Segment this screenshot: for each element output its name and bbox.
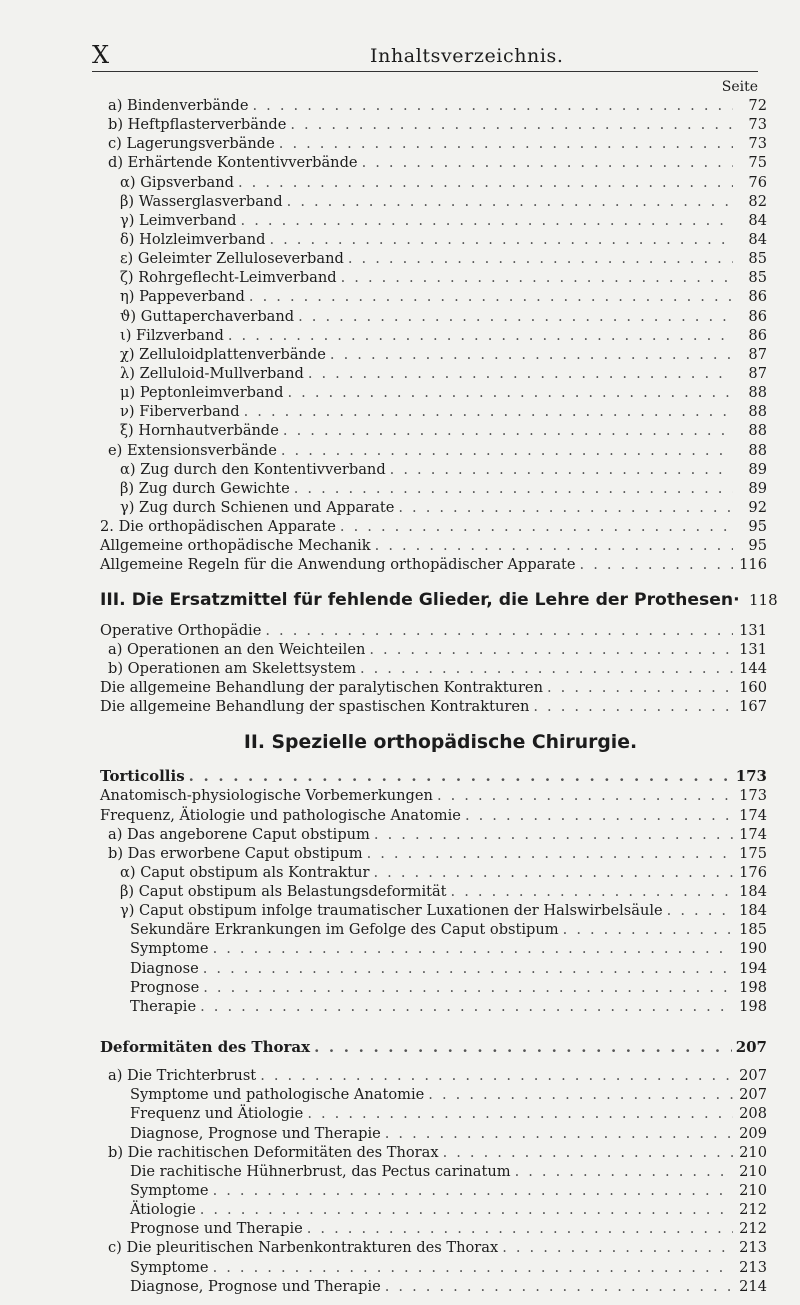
toc-entry-page-number: 198 (739, 997, 767, 1015)
toc-entry (100, 115, 767, 134)
leader-dots (385, 1277, 733, 1296)
toc-entry-page-number: 89 (748, 479, 767, 497)
leader-dots (200, 1200, 733, 1219)
toc-entry-page-number: 116 (739, 556, 767, 574)
toc-entry (100, 460, 767, 479)
toc-entry-title: Symptome und pathologische Anatomie (130, 1086, 425, 1104)
toc-entry (100, 134, 767, 153)
header-rule (92, 71, 758, 72)
leader-dots (367, 844, 733, 863)
toc-entry (100, 383, 767, 402)
leader-dots (360, 659, 733, 678)
toc-entry-title: b) Die rachitischen Deformitäten des Thorax (108, 1143, 439, 1161)
leader-dots (502, 1238, 733, 1257)
toc-entry-page-number: 86 (748, 307, 767, 325)
toc-entry-page-number: 209 (739, 1124, 767, 1142)
toc-entry-page-number: 131 (739, 640, 767, 658)
leader-dots (213, 939, 733, 958)
toc-entry (100, 498, 767, 517)
leader-dots (228, 326, 733, 345)
toc-entry (100, 1181, 767, 1200)
toc-entry-title: Ätiologie (130, 1201, 196, 1219)
leader-dots (298, 307, 733, 326)
leader-dots (443, 1143, 733, 1162)
toc-entry (100, 920, 767, 939)
toc-entry-page-number: 85 (748, 250, 767, 268)
toc-entry-title: γ) Caput obstipum infolge traumatischer Luxationen der Halswirbelsäule (120, 902, 663, 920)
leader-dots (213, 1181, 733, 1200)
toc-entry-title: Die allgemeine Behandlung der spastischen Kontrakturen (100, 698, 530, 716)
spacer (100, 612, 767, 621)
leader-dots (563, 920, 733, 939)
toc-entry-title: α) Gipsverband (120, 173, 234, 191)
leader-dots (260, 1066, 733, 1085)
toc-entry-page-number: 173 (735, 767, 767, 786)
toc-entry-page-number: 88 (748, 384, 767, 402)
toc-entry (100, 1143, 767, 1162)
toc-entry-title: c) Die pleuritischen Narbenkontrakturen des Thorax (108, 1239, 499, 1257)
toc-entry-title: Symptome (130, 940, 209, 958)
leader-dots (241, 211, 733, 230)
leader-dots (314, 1038, 732, 1057)
toc-entry-title: a) Bindenverbände (108, 97, 249, 114)
leader-dots (373, 863, 733, 882)
section-heading-special-surgery: II. Spezielle orthopädische Chirurgie. (243, 732, 638, 754)
toc-entry-title: Die allgemeine Behandlung der paralytischen Kontrakturen (100, 678, 543, 696)
toc-entry-title: Diagnose, Prognose und Therapie (130, 1124, 381, 1142)
toc-entry-page-number: 184 (739, 902, 767, 920)
toc-entry (100, 96, 767, 115)
toc-block-thorax-heading (100, 1038, 767, 1057)
toc-entry-title: Therapie (130, 997, 197, 1015)
leader-dots (667, 901, 733, 920)
toc-entry-title: a) Das angeborene Caput obstipum (108, 825, 370, 843)
toc-entry-title: α) Caput obstipum als Kontraktur (120, 863, 370, 881)
toc-entry (100, 153, 767, 172)
toc-entry (100, 621, 767, 640)
toc-entry-page-number: 88 (748, 403, 767, 421)
leader-dots (287, 192, 733, 211)
toc-entry-title: α) Zug durch den Kontentivverband (120, 460, 386, 478)
section-page-number: 118 (749, 590, 778, 609)
toc-entry-page-number: 131 (739, 621, 767, 639)
toc-entry (100, 1219, 767, 1238)
toc-entry (100, 249, 767, 268)
toc-entry-page-number: 213 (739, 1239, 767, 1257)
toc-entry (100, 1200, 767, 1219)
leader-dots (533, 697, 733, 716)
toc-entry-page-number: 86 (748, 288, 767, 306)
toc-entry-page-number: 75 (748, 154, 767, 172)
toc-entry-title: a) Die Trichterbrust (108, 1067, 257, 1085)
leader-dots (437, 786, 733, 805)
toc-entry-title: ζ) Rohrgeflecht-Leimverband (120, 269, 337, 287)
toc-entry (100, 441, 767, 460)
toc-entry-title: Frequenz und Ätiologie (130, 1105, 304, 1123)
leader-dots (287, 383, 733, 402)
section-heading-prostheses (100, 588, 778, 612)
toc-entry-title: Anatomisch-physiologische Vorbemerkungen (100, 787, 433, 805)
toc-entry-title: Diagnose, Prognose und Therapie (130, 1277, 381, 1295)
leader-dots (203, 978, 733, 997)
toc-entry-title: Diagnose (130, 959, 199, 977)
toc-entry-page-number: 144 (739, 659, 767, 677)
page-title: Inhaltsverzeichnis. (370, 45, 564, 67)
leader-dots (265, 621, 733, 640)
toc-entry-title: μ) Peptonleimverband (120, 384, 284, 402)
toc-entry-title: Prognose (130, 978, 200, 996)
toc-entry (100, 697, 767, 716)
toc-entry-title: λ) Zelluloid-Mullverband (120, 364, 304, 382)
toc-entry-title: Allgemeine orthopädische Mechanik (100, 537, 371, 555)
toc-entry-page-number: 207 (739, 1086, 767, 1104)
leader-dots (290, 115, 733, 134)
toc-entry-page-number: 185 (739, 921, 767, 939)
toc-entry-title: a) Operationen an den Weichteilen (108, 640, 366, 658)
toc-entry (100, 1258, 767, 1277)
leader-dots (269, 230, 733, 249)
leader-dots (238, 173, 733, 192)
toc-entry (100, 901, 767, 920)
leader-dots (369, 640, 733, 659)
toc-entry (100, 939, 767, 958)
toc-entry-title: β) Wasserglasverband (120, 192, 283, 210)
toc-entry (100, 1085, 767, 1104)
leader-dots (515, 1162, 733, 1181)
toc-entry-page-number: 214 (739, 1277, 767, 1295)
toc-entry-title: b) Operationen am Skelettsystem (108, 659, 356, 677)
toc-entry (100, 825, 767, 844)
toc-entry-page-number: 207 (739, 1067, 767, 1085)
toc-entry (100, 173, 767, 192)
toc-entry-title: d) Erhärtende Kontentivverbände (108, 154, 358, 172)
toc-entry (100, 287, 767, 306)
leader-dots (348, 249, 733, 268)
chapter-numeral: X (92, 41, 111, 69)
toc-block-torticollis (100, 767, 767, 1016)
toc-entry-title: Die rachitische Hühnerbrust, das Pectus carinatum (130, 1162, 511, 1180)
toc-entry-title: Torticollis (100, 767, 185, 786)
toc-entry-title: 2. Die orthopädischen Apparate (100, 518, 336, 536)
toc-entry (100, 479, 767, 498)
toc-entry (100, 844, 767, 863)
toc-entry-page-number: 184 (739, 883, 767, 901)
toc-entry-title: Sekundäre Erkrankungen im Gefolge des Caput obstipum (130, 921, 559, 939)
toc-entry-page-number: 82 (748, 192, 767, 210)
toc-entry (100, 421, 767, 440)
toc-entry-page-number: 73 (748, 135, 767, 153)
toc-entry (100, 640, 767, 659)
toc-entry (100, 863, 767, 882)
spacer (100, 1057, 767, 1066)
toc-entry (100, 345, 767, 364)
toc-entry-page-number: 213 (739, 1258, 767, 1276)
toc-block-thorax (100, 1066, 767, 1296)
toc-entry-page-number: 212 (739, 1201, 767, 1219)
running-header (92, 38, 758, 72)
toc-entry (100, 211, 767, 230)
toc-entry-title: Symptome (130, 1182, 209, 1200)
leader-dots (340, 517, 733, 536)
toc-entry-page-number: 84 (748, 230, 767, 248)
toc-entry (100, 268, 767, 287)
leader-dots (252, 96, 733, 115)
toc-entry-page-number: 92 (748, 498, 767, 516)
toc-entry (100, 192, 767, 211)
leader-dots (451, 882, 733, 901)
toc-block-operative (100, 621, 767, 717)
toc-entry (100, 806, 767, 825)
toc-entry-title: ξ) Hornhautverbände (120, 422, 279, 440)
toc-entry-page-number: 160 (739, 678, 767, 696)
leader-dots (330, 345, 733, 364)
leader-dots (283, 421, 733, 440)
leader-dots (375, 536, 733, 555)
toc-block-bandages (100, 96, 767, 575)
toc-entry (100, 307, 767, 326)
toc-entry-page-number: 86 (748, 326, 767, 344)
toc-entry-page-number: 84 (748, 211, 767, 229)
leader-dots (547, 678, 733, 697)
leader-dots (385, 1124, 733, 1143)
toc-entry-title: c) Lagerungsverbände (108, 135, 275, 153)
leader-dots (580, 555, 733, 574)
leader-dots (281, 441, 733, 460)
toc-entry-title: β) Zug durch Gewichte (120, 479, 290, 497)
toc-entry (100, 402, 767, 421)
toc-entry-page-number: 95 (748, 537, 767, 555)
toc-entry (100, 678, 767, 697)
leader-dots (428, 1085, 733, 1104)
toc-entry-page-number: 76 (748, 173, 767, 191)
toc-entry (100, 959, 767, 978)
toc-entry (100, 1066, 767, 1085)
toc-entry-page-number: 174 (739, 825, 767, 843)
leader-dots (308, 364, 733, 383)
leader-dots (279, 134, 733, 153)
toc-entry-page-number: 95 (748, 518, 767, 536)
leader-dots (294, 479, 733, 498)
toc-entry (100, 536, 767, 555)
toc-entry-title: Operative Orthopädie (100, 621, 262, 639)
toc-entry (100, 1277, 767, 1296)
leader-dots (362, 153, 733, 172)
toc-entry (100, 1162, 767, 1181)
toc-entry-title: Prognose und Therapie (130, 1220, 303, 1238)
toc-entry-title: ε) Geleimter Zelluloseverband (120, 250, 344, 268)
leader-dots (249, 287, 733, 306)
toc-entry-page-number: 198 (739, 978, 767, 996)
toc-entry (100, 1238, 767, 1257)
toc-entry (100, 364, 767, 383)
toc-entry (100, 997, 767, 1016)
toc-entry-title: b) Heftpflasterverbände (108, 116, 287, 134)
toc-entry-title: Allgemeine Regeln für die Anwendung orthopädischer Apparate (100, 556, 576, 574)
page-column-label: Seite (721, 79, 758, 95)
toc-entry-title: η) Pappeverband (120, 288, 245, 306)
leader-dots (203, 959, 733, 978)
toc-entry-page-number: 210 (739, 1182, 767, 1200)
toc-entry-title: χ) Zelluloidplattenverbände (120, 345, 326, 363)
toc-entry (100, 786, 767, 805)
toc-entry (100, 230, 767, 249)
leader-dots (307, 1219, 733, 1238)
toc-entry (100, 1038, 767, 1057)
toc-entry-page-number: 89 (748, 460, 767, 478)
toc-entry-title: e) Extensionsverbände (108, 441, 277, 459)
toc-entry-page-number: 212 (739, 1220, 767, 1238)
toc-entry (100, 1104, 767, 1123)
toc-entry-title: ι) Filzverband (120, 326, 224, 344)
toc-entry-title: δ) Holzleimverband (120, 230, 266, 248)
toc-entry-page-number: 210 (739, 1162, 767, 1180)
toc-entry-page-number: 73 (748, 116, 767, 134)
toc-entry (100, 1124, 767, 1143)
leader-dots (374, 825, 733, 844)
toc-entry-page-number: 87 (748, 364, 767, 382)
toc-entry-page-number: 88 (748, 422, 767, 440)
toc-entry-title: Deformitäten des Thorax (100, 1038, 311, 1057)
toc-entry-page-number: 176 (739, 863, 767, 881)
toc-entry (100, 517, 767, 536)
toc-entry (100, 326, 767, 345)
toc-entry-title: γ) Leimverband (120, 211, 237, 229)
leader-dots (398, 498, 733, 517)
spacer (100, 758, 767, 767)
leader-dots (341, 268, 733, 287)
toc-entry-title: Symptome (130, 1258, 209, 1276)
toc-entry (100, 767, 767, 786)
toc-entry (100, 555, 767, 574)
toc-entry-title: b) Das erworbene Caput obstipum (108, 844, 363, 862)
spacer (100, 1016, 767, 1038)
toc-entry-page-number: 190 (739, 940, 767, 958)
toc-entry-title: β) Caput obstipum als Belastungsdeformität (120, 883, 447, 901)
toc-entry-page-number: 87 (748, 345, 767, 363)
leader-dots (200, 997, 733, 1016)
leader-dots (244, 402, 733, 421)
leader-dots (189, 767, 732, 786)
toc-entry-page-number: 175 (739, 844, 767, 862)
toc-entry-title: ϑ) Guttaperchaverband (120, 307, 295, 325)
toc-entry-title: Frequenz, Ätiologie und pathologische Anatomie (100, 806, 461, 824)
leader-dots (390, 460, 733, 479)
leader-dots (213, 1258, 733, 1277)
toc-entry-page-number: 173 (739, 787, 767, 805)
leader-dots (307, 1104, 733, 1123)
toc-entry (100, 978, 767, 997)
toc-entry-page-number: 167 (739, 698, 767, 716)
toc-entry-page-number: 194 (739, 959, 767, 977)
toc-entry (100, 882, 767, 901)
toc-entry-title: ν) Fiberverband (120, 403, 240, 421)
toc-entry (100, 659, 767, 678)
toc-entry-title: γ) Zug durch Schienen und Apparate (120, 498, 395, 516)
leader-dots (465, 806, 733, 825)
toc-entry-page-number: 210 (739, 1143, 767, 1161)
table-of-contents (100, 96, 778, 1296)
toc-entry-page-number: 88 (748, 441, 767, 459)
toc-entry-page-number: 207 (735, 1038, 767, 1057)
toc-entry-page-number: 174 (739, 806, 767, 824)
toc-entry-page-number: 72 (748, 97, 767, 114)
toc-entry-page-number: 208 (739, 1105, 767, 1123)
toc-entry-page-number: 85 (748, 269, 767, 287)
section-title: III. Die Ersatzmittel für fehlende Glieder, die Lehre der Prothesen (100, 589, 734, 610)
